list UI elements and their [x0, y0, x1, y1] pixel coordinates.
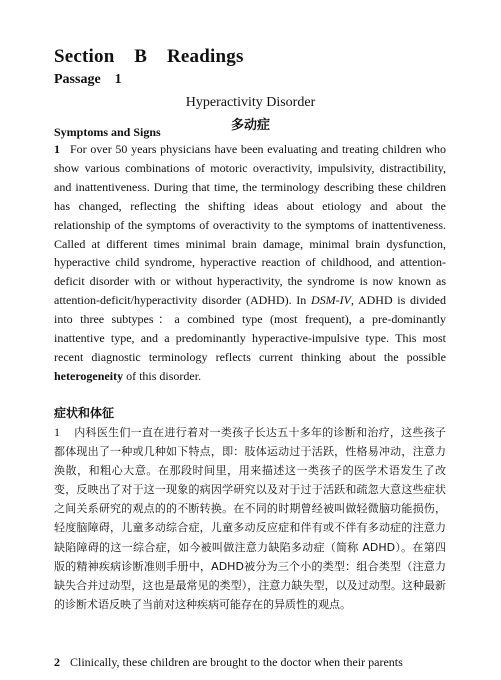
paragraph-number: 1: [54, 142, 60, 156]
paragraph-text: of this disorder.: [123, 368, 202, 383]
paragraph-text: , ADHD is divided into three subtypes：a combined type (most frequent), a pre-dominantly inattentive type, and a predominantly hyperactive-impulsive type. This most recent diagnostic terminology reflects current thinking about the possible: [54, 293, 446, 364]
paragraph-1-chinese: [54, 423, 446, 614]
passage-title-chinese: 多动症: [230, 118, 270, 133]
paragraph-text: 内科医生们一直在进行着对一类孩子长达五十多年的诊断和治疗，这些孩子都体现出了一种或几种如下特点，即：肢体运动过于活跃，性格易冲动，注意力涣散，和粗心大意。在那段时间里，用来描述这一类孩子的医学术语发生了改变，反映出了对于这一现象的病因学研究以及对于过于活跃和疏忽大意这些症状之间关系研究的观点的的不断转换。在不同的时期曾经被叫做轻微脑功能损伤，轻度脑障碍，儿童多动综合症，儿童多动反应症和伴有或不伴有多动症的注意力缺陷障碍的这一综合症，如今被叫做注意力缺陷多动症（简称 ADHD）。在第四版的精神疾病诊断准则手册中，ADHD被分为三个小的类型：组合类型（注意力缺失合并过动型，这也是最常见的类型），注意力缺失型，以及过动型。这种最新的诊断术语反映了当前对这种疾病可能存在的异质性的观点。: [54, 426, 446, 611]
passage-heading: Passage 1: [54, 72, 122, 87]
subheading-english: Symptoms and Signs: [54, 125, 161, 139]
passage-title-english: Hyperactivity Disorder: [185, 95, 316, 110]
dsm-reference: DSM-IV: [310, 293, 351, 308]
section-heading: Section B Readings: [54, 46, 244, 67]
paragraph-number: 2: [54, 655, 60, 669]
paragraph-text: For over 50 years physicians have been evaluating and treating children who show various combinations of motoric overactivity, impulsivity, distractibility, and inattentiveness. During that time, the terminology describing these children has changed, reflecting the shifting ideas about etiology and about the relationship of the symptoms of overactivity to the symptoms of inattentiveness. Called at different times minimal brain damage, minimal brain dysfunction, hyperactive child syndrome, hyperactive reaction of childhood, and attention-deficit disorder with or without hyperactivity, the syndrome is now known as attention-deficit/hyperactivity disorder (ADHD). In: [54, 142, 446, 308]
key-term: heterogeneity: [54, 368, 124, 383]
paragraph-number: 1: [54, 425, 60, 439]
paragraph-text: Clinically, these children are brought to the doctor when their parents: [70, 655, 403, 669]
subheading-chinese: 症状和体征: [54, 406, 115, 420]
paragraph-1-english: [54, 140, 446, 386]
paragraph-2-english: [54, 653, 446, 672]
